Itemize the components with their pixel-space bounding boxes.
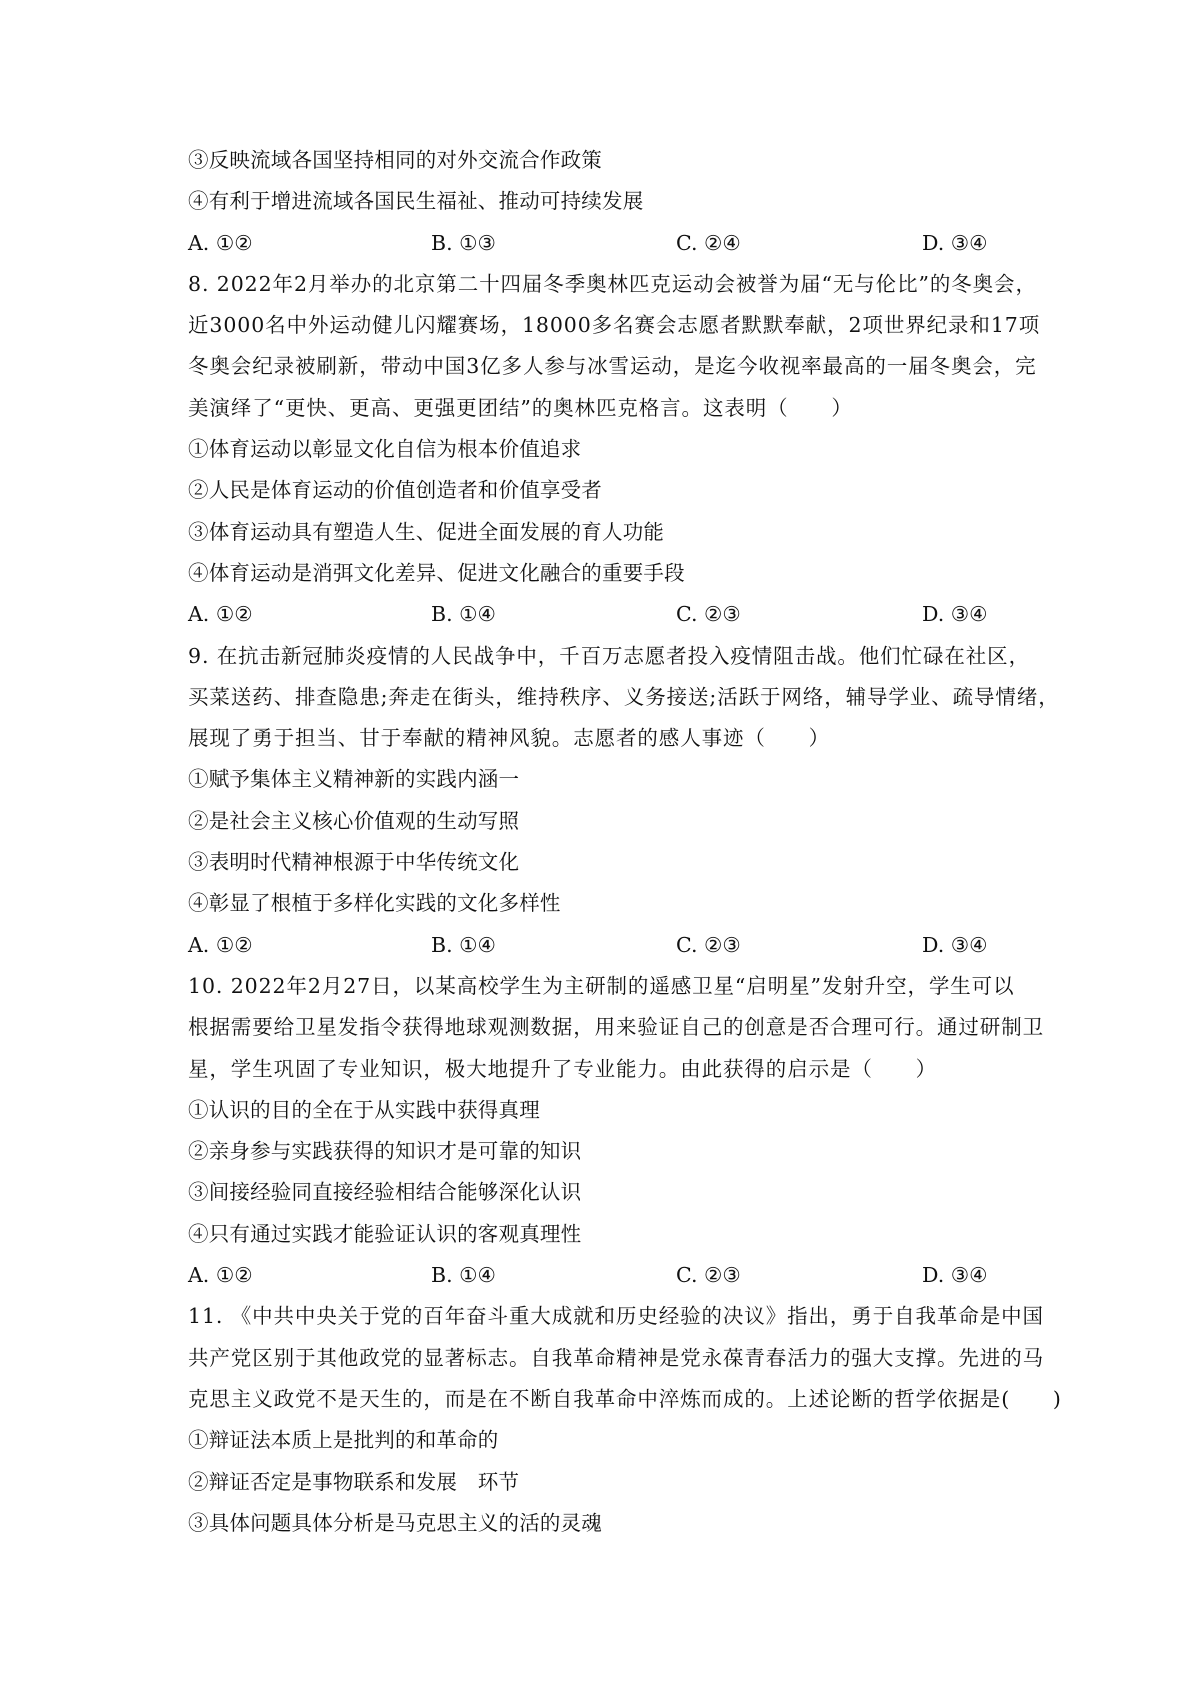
q9-option-c: C. ②③ <box>676 932 741 957</box>
q9-item-4: ④彰显了根植于多样化实践的文化多样性 <box>188 891 561 916</box>
q10-item-4: ④只有通过实践才能验证认识的客观真理性 <box>188 1221 582 1246</box>
q10-item-3: ③间接经验同直接经验相结合能够深化认识 <box>188 1180 582 1205</box>
q10-option-b: B. ①④ <box>431 1263 496 1288</box>
q11-stem-line: 11. 《中共中央关于党的百年奋斗重大成就和历史经验的决议》指出，勇于自我革命是中国 <box>188 1304 1044 1329</box>
q9-stem-line: 买菜送药、排查隐患;奔走在街头，维持秩序、义务接送;活跃于网络，辅导学业、疏导情绪， <box>188 684 1060 709</box>
q8-item-4: ④体育运动是消弭文化差异、促进文化融合的重要手段 <box>188 560 685 585</box>
q8-stem-line: 冬奥会纪录被刷新，带动中国3亿多人参与冰雪运动，是迄今收视率最高的一届冬奥会，完 <box>188 354 1037 379</box>
q10-item-1: ①认识的目的全在于从实践中获得真理 <box>188 1097 540 1122</box>
q8-option-c: C. ②③ <box>676 602 741 627</box>
q10-option-a: A. ①② <box>188 1263 253 1288</box>
q9-stem <box>188 636 1060 760</box>
question-10 <box>188 966 1048 1296</box>
q7-option-b: B. ①③ <box>431 230 496 255</box>
question-11 <box>188 1296 1062 1544</box>
q7-item-3: ③反映流域各国坚持相同的对外交流合作政策 <box>188 148 602 172</box>
q9-stem-line: 9. 在抗击新冠肺炎疫情的人民战争中，千百万志愿者投入疫情阻击战。他们忙碌在社区， <box>188 643 1030 668</box>
q11-stem-line: 共产党区别于其他政党的显著标志。自我革命精神是党永葆青春活力的强大支撑。先进的马 <box>188 1345 1044 1370</box>
q7-option-a: A. ①② <box>188 230 253 255</box>
q7-option-c: C. ②④ <box>676 230 741 255</box>
q8-item-3: ③体育运动具有塑造人生、促进全面发展的育人功能 <box>188 519 665 544</box>
q8-item-1: ①体育运动以彰显文化自信为根本价值追求 <box>188 437 582 462</box>
q8-stem-line: 美演绎了“更快、更高、更强更团结”的奥林匹克格言。这表明（ ） <box>188 395 853 420</box>
q9-stem-line: 展现了勇于担当、甘于奉献的精神风貌。志愿者的感人事迹（ ） <box>188 726 830 751</box>
q8-options <box>188 594 1048 635</box>
q8-option-d: D. ③④ <box>922 602 988 627</box>
q8-item-2: ②人民是体育运动的价值创造者和价值享受者 <box>188 478 602 503</box>
question-8 <box>188 264 1048 636</box>
q8-stem-line: 8. 2022年2月举办的北京第二十四届冬季奥林匹克运动会被誉为届“无与伦比”的冬奥会， <box>188 271 1037 296</box>
q9-options <box>188 925 1048 966</box>
q9-option-a: A. ①② <box>188 932 253 957</box>
q8-option-a: A. ①② <box>188 602 253 627</box>
q9-option-d: D. ③④ <box>922 932 988 957</box>
q10-options <box>188 1255 1048 1296</box>
q11-item-3: ③具体问题具体分析是马克思主义的活的灵魂 <box>188 1510 602 1535</box>
q8-stem-line: 近3000名中外运动健儿闪耀赛场，18000多名赛会志愿者默默奉献，2项世界纪录和17项 <box>188 313 1041 338</box>
q7-option-d: D. ③④ <box>922 230 988 255</box>
q8-stem <box>188 264 1048 429</box>
q8-option-b: B. ①④ <box>431 602 496 627</box>
q10-item-2: ②亲身参与实践获得的知识才是可靠的知识 <box>188 1139 582 1164</box>
q11-item-2: ②辩证否定是事物联系和发展 环节 <box>188 1469 520 1494</box>
q10-stem-line: 根据需要给卫星发指令获得地球观测数据，用来验证自己的创意是否合理可行。通过研制卫 <box>188 1015 1044 1040</box>
q10-stem-line: 10. 2022年2月27日，以某高校学生为主研制的遥感卫星“启明星”发射升空，学生可以 <box>188 973 1015 998</box>
q9-item-2: ②是社会主义核心价值观的生动写照 <box>188 808 520 833</box>
q10-stem <box>188 966 1048 1090</box>
q7-item-4: ④有利于增进流域各国民生福祉、推动可持续发展 <box>188 189 644 214</box>
q10-option-d: D. ③④ <box>922 1263 988 1288</box>
q11-item-1: ①辩证法本质上是批判的和革命的 <box>188 1428 499 1453</box>
q9-item-1: ①赋予集体主义精神新的实践内涵一 <box>188 767 520 792</box>
question-9 <box>188 636 1060 966</box>
q9-item-3: ③表明时代精神根源于中华传统文化 <box>188 850 520 875</box>
q11-stem <box>188 1296 1062 1420</box>
exam-page <box>188 140 1062 1544</box>
q9-option-b: B. ①④ <box>431 932 496 957</box>
q10-stem-line: 星，学生巩固了专业知识，极大地提升了专业能力。由此获得的启示是（ ） <box>188 1056 937 1081</box>
q10-option-c: C. ②③ <box>676 1263 741 1288</box>
q11-stem-line: 克思主义政党不是天生的，而是在不断自我革命中淬炼而成的。上述论断的哲学依据是( ) <box>188 1386 1062 1411</box>
q7-options <box>188 223 1048 264</box>
question-7-tail <box>188 140 1048 264</box>
